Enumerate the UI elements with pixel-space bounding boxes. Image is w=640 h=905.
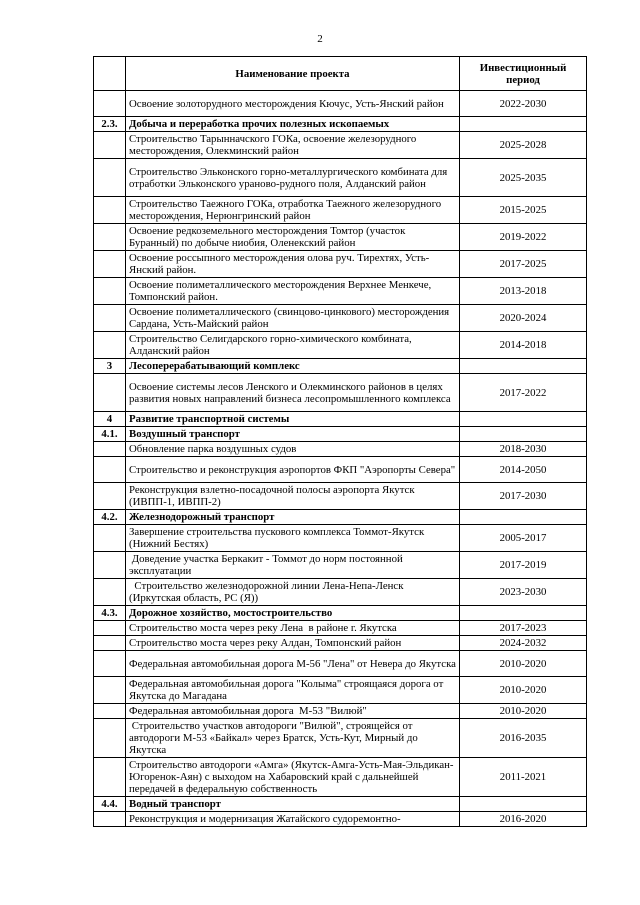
project-row — [94, 374, 587, 412]
project-name: Доведение участка Беркакит - Томмот до норм постоянной эксплуатации — [126, 552, 460, 579]
project-name: Строительство железнодорожной линии Лена-Непа-Ленск (Иркутская область, РС (Я)) — [126, 579, 460, 606]
project-name: Федеральная автомобильная дорога М-56 "Лена" от Невера до Якутска — [126, 651, 460, 677]
project-name: Реконструкция взлетно-посадочной полосы аэропорта Якутск (ИВПП-1, ИВПП-2) — [126, 483, 460, 510]
section-row — [94, 412, 587, 427]
project-row — [94, 812, 587, 827]
section-title: Добыча и переработка прочих полезных ископаемых — [126, 117, 460, 132]
section-number: 3 — [94, 359, 126, 374]
project-name: Строительство Селигдарского горно-химического комбината, Алданский район — [126, 332, 460, 359]
project-number-empty — [94, 719, 126, 758]
project-number-empty — [94, 483, 126, 510]
project-number-empty — [94, 332, 126, 359]
section-number: 4 — [94, 412, 126, 427]
table-header-row — [94, 57, 587, 91]
project-period: 2025-2028 — [460, 132, 587, 159]
project-number-empty — [94, 758, 126, 797]
project-period: 2022-2030 — [460, 91, 587, 117]
project-period: 2017-2019 — [460, 552, 587, 579]
project-row — [94, 758, 587, 797]
project-row — [94, 442, 587, 457]
section-number: 2.3. — [94, 117, 126, 132]
project-period: 2017-2023 — [460, 621, 587, 636]
project-number-empty — [94, 621, 126, 636]
project-number-empty — [94, 278, 126, 305]
header-name-cell: Наименование проекта — [126, 57, 460, 91]
project-row — [94, 636, 587, 651]
project-number-empty — [94, 552, 126, 579]
project-number-empty — [94, 525, 126, 552]
project-period: 2014-2018 — [460, 332, 587, 359]
project-number-empty — [94, 812, 126, 827]
page-number: 2 — [317, 33, 323, 45]
project-number-empty — [94, 132, 126, 159]
project-name: Освоение россыпного месторождения олова руч. Тирехтях, Усть-Янский район. — [126, 251, 460, 278]
project-name: Строительство участков автодороги "Вилюй", строящейся от автодороги М-53 «Байкал» через Братск, Усть-Кут, Мирный до Якутска — [126, 719, 460, 758]
project-name: Федеральная автомобильная дорога М-53 "Вилюй" — [126, 704, 460, 719]
project-row — [94, 704, 587, 719]
section-period-empty — [460, 797, 587, 812]
project-row — [94, 278, 587, 305]
project-period: 2005-2017 — [460, 525, 587, 552]
section-title: Железнодорожный транспорт — [126, 510, 460, 525]
project-name: Строительство Таежного ГОКа, отработка Таежного железорудного месторождения, Нерюнгринский район — [126, 197, 460, 224]
project-row — [94, 719, 587, 758]
header-period-cell: Инвестиционный период — [460, 57, 587, 91]
project-number-empty — [94, 197, 126, 224]
project-name: Строительство моста через реку Лена в районе г. Якутска — [126, 621, 460, 636]
section-period-empty — [460, 412, 587, 427]
project-name: Строительство моста через реку Алдан, Томпонский район — [126, 636, 460, 651]
section-number: 4.1. — [94, 427, 126, 442]
project-period: 2017-2025 — [460, 251, 587, 278]
section-title: Развитие транспортной системы — [126, 412, 460, 427]
project-row — [94, 91, 587, 117]
section-number: 4.4. — [94, 797, 126, 812]
project-name: Федеральная автомобильная дорога "Колыма" строящаяся дорога от Якутска до Магадана — [126, 677, 460, 704]
project-name: Освоение золоторудного месторождения Кючус, Усть-Янский район — [126, 91, 460, 117]
project-name: Строительство и реконструкция аэропортов ФКП "Аэропорты Севера" — [126, 457, 460, 483]
section-period-empty — [460, 359, 587, 374]
project-row — [94, 159, 587, 197]
project-number-empty — [94, 677, 126, 704]
project-row — [94, 651, 587, 677]
project-number-empty — [94, 442, 126, 457]
project-name: Строительство Эльконского горно-металлургического комбината для отработки Эльконского ураново-рудного поля, Алданский район — [126, 159, 460, 197]
project-row — [94, 332, 587, 359]
project-row — [94, 457, 587, 483]
project-number-empty — [94, 651, 126, 677]
header-number-cell — [94, 57, 126, 91]
section-number: 4.3. — [94, 606, 126, 621]
section-number: 4.2. — [94, 510, 126, 525]
section-period-empty — [460, 427, 587, 442]
project-number-empty — [94, 91, 126, 117]
project-number-empty — [94, 374, 126, 412]
project-row — [94, 251, 587, 278]
project-number-empty — [94, 636, 126, 651]
project-period: 2015-2025 — [460, 197, 587, 224]
section-title: Дорожное хозяйство, мостостроительство — [126, 606, 460, 621]
project-period: 2023-2030 — [460, 579, 587, 606]
section-row — [94, 359, 587, 374]
project-period: 2017-2022 — [460, 374, 587, 412]
project-name: Строительство Тарынначского ГОКа, освоение железорудного месторождения, Олекминский район — [126, 132, 460, 159]
project-row — [94, 305, 587, 332]
section-row — [94, 606, 587, 621]
section-row — [94, 510, 587, 525]
section-row — [94, 797, 587, 812]
project-period: 2024-2032 — [460, 636, 587, 651]
section-period-empty — [460, 606, 587, 621]
project-row — [94, 579, 587, 606]
section-title: Воздушный транспорт — [126, 427, 460, 442]
project-name: Обновление парка воздушных судов — [126, 442, 460, 457]
section-title: Водный транспорт — [126, 797, 460, 812]
project-row — [94, 552, 587, 579]
project-number-empty — [94, 251, 126, 278]
project-row — [94, 677, 587, 704]
project-number-empty — [94, 579, 126, 606]
investment-projects-table — [93, 56, 587, 827]
project-name: Освоение редкоземельного месторождения Томтор (участок Буранный) по добыче ниобия, Оленекский район — [126, 224, 460, 251]
table-body — [94, 91, 587, 827]
project-period: 2019-2022 — [460, 224, 587, 251]
section-period-empty — [460, 510, 587, 525]
project-period: 2010-2020 — [460, 651, 587, 677]
project-row — [94, 525, 587, 552]
project-name: Освоение полиметаллического (свинцово-цинкового) месторождения Сардана, Усть-Майский район — [126, 305, 460, 332]
project-number-empty — [94, 224, 126, 251]
section-period-empty — [460, 117, 587, 132]
project-period: 2016-2035 — [460, 719, 587, 758]
project-row — [94, 224, 587, 251]
project-period: 2010-2020 — [460, 677, 587, 704]
project-period: 2010-2020 — [460, 704, 587, 719]
project-number-empty — [94, 704, 126, 719]
project-name: Освоение системы лесов Ленского и Олекминского районов в целях развития новых направлений бизнеса лесопромышленного комплекса — [126, 374, 460, 412]
project-number-empty — [94, 457, 126, 483]
project-period: 2020-2024 — [460, 305, 587, 332]
project-row — [94, 132, 587, 159]
project-period: 2011-2021 — [460, 758, 587, 797]
project-name: Реконструкция и модернизация Жатайского судоремонтно- — [126, 812, 460, 827]
project-name: Завершение строительства пускового комплекса Томмот-Якутск (Нижний Бестях) — [126, 525, 460, 552]
section-row — [94, 427, 587, 442]
project-number-empty — [94, 159, 126, 197]
project-name: Строительство автодороги «Амга» (Якутск-Амга-Усть-Мая-Эльдикан-Югоренок-Аян) с выходом на Хабаровский край с дальнейшей передачей в федеральную собственность — [126, 758, 460, 797]
project-period: 2025-2035 — [460, 159, 587, 197]
project-row — [94, 197, 587, 224]
project-period: 2018-2030 — [460, 442, 587, 457]
project-period: 2017-2030 — [460, 483, 587, 510]
project-number-empty — [94, 305, 126, 332]
project-period: 2016-2020 — [460, 812, 587, 827]
section-title: Лесоперерабатывающий комплекс — [126, 359, 460, 374]
project-period: 2013-2018 — [460, 278, 587, 305]
project-name: Освоение полиметаллического месторождения Верхнее Менкече, Томпонский район. — [126, 278, 460, 305]
project-row — [94, 621, 587, 636]
section-row — [94, 117, 587, 132]
project-period: 2014-2050 — [460, 457, 587, 483]
project-row — [94, 483, 587, 510]
